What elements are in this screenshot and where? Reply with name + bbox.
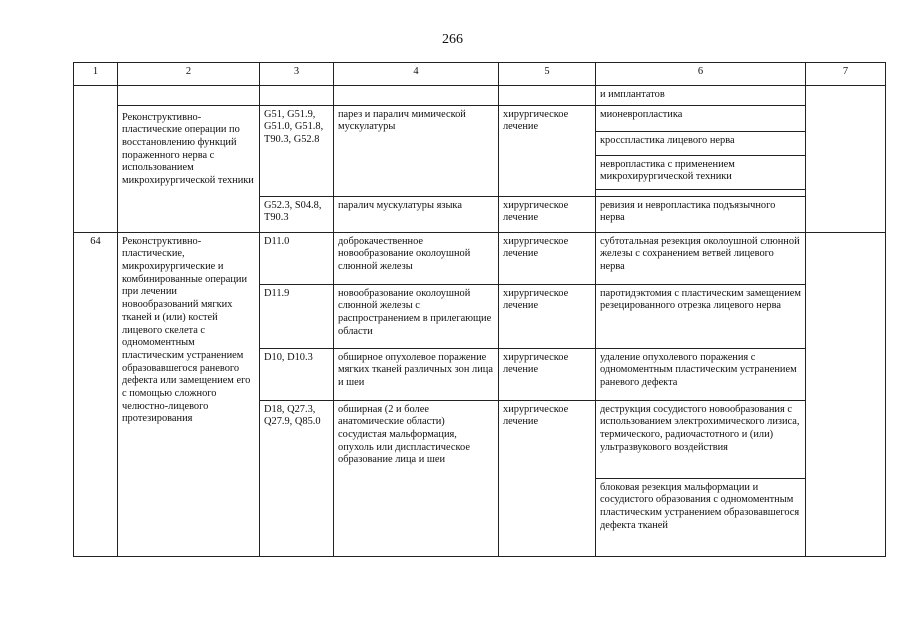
method-cell: блоковая резекция мальформации и сосудистого образования с одномоментным пластическим устранением образовавшегося дефекта тканей — [596, 478, 806, 556]
table-row — [74, 105, 886, 131]
cell-empty — [334, 86, 499, 106]
table-row — [74, 232, 886, 284]
patient-model-cell: обширное опухолевое поражение мягких тканей различных зон лица и шеи — [334, 348, 499, 400]
icd-codes-cell: D10, D10.3 — [260, 348, 334, 400]
method-cell: и имплантатов — [596, 86, 806, 106]
header-cell-6: 6 — [596, 63, 806, 86]
patient-model-cell: паралич мускулатуры языка — [334, 196, 499, 232]
header-cell-3: 3 — [260, 63, 334, 86]
treatment-type-cell: хирургическое лечение — [499, 196, 596, 232]
header-cell-1: 1 — [74, 63, 118, 86]
method-cell: удаление опухолевого поражения с одномоментным пластическим устранением раневого дефекта — [596, 348, 806, 400]
treatment-type-cell: хирургическое лечение — [499, 400, 596, 556]
page-number: 266 — [442, 32, 463, 47]
icd-codes-cell: D11.9 — [260, 284, 334, 348]
method-cell: невропластика с применением микрохирургической техники — [596, 155, 806, 189]
header-cell-2: 2 — [118, 63, 260, 86]
header-cell-7: 7 — [806, 63, 886, 86]
intervention-name-cell: Реконструктивно-пластические операции по восстановлению функций пораженного нерва с использованием микрохирургической техники — [118, 105, 260, 232]
cell-empty — [118, 86, 260, 106]
treatment-type-cell: хирургическое лечение — [499, 105, 596, 196]
header-cell-5: 5 — [499, 63, 596, 86]
header-cell-4: 4 — [334, 63, 499, 86]
treatment-type-cell: хирургическое лечение — [499, 284, 596, 348]
medical-procedures-table — [73, 62, 886, 557]
icd-codes-cell: D18, Q27.3, Q27.9, Q85.0 — [260, 400, 334, 556]
intervention-name-cell: Реконструктивно-пластические, микрохирургические и комбинированные операции при лечении новообразований мягких тканей и (или) костей лицевого скелета с одномоментным пластическим устранением образовавшегося раневого дефекта или замещением его с помощью сложного челюстно-лицевого протезирования — [118, 232, 260, 556]
cell-empty — [499, 86, 596, 106]
row-number-cell — [74, 86, 118, 233]
treatment-type-cell: хирургическое лечение — [499, 348, 596, 400]
patient-model-cell: парез и паралич мимической мускулатуры — [334, 105, 499, 196]
row-number-cell: 64 — [74, 232, 118, 556]
cell-empty — [806, 86, 886, 233]
cell-empty — [596, 189, 806, 196]
cell-empty — [260, 86, 334, 106]
method-cell: деструкция сосудистого новообразования с использованием электрохимического лизиса, термического, радиочастотного и (или) ультразвукового воздействия — [596, 400, 806, 478]
patient-model-cell: доброкачественное новообразование околоушной слюнной железы — [334, 232, 499, 284]
patient-model-cell: обширная (2 и более анатомические области) сосудистая мальформация, опухоль или диспластическое образование лица и шеи — [334, 400, 499, 556]
icd-codes-cell: D11.0 — [260, 232, 334, 284]
icd-codes-cell: G51, G51.9, G51.0, G51.8, T90.3, G52.8 — [260, 105, 334, 196]
method-cell: кросспластика лицевого нерва — [596, 131, 806, 155]
method-cell: ревизия и невропластика подъязычного нерва — [596, 196, 806, 232]
method-cell: паротидэктомия с пластическим замещением резецированного отрезка лицевого нерва — [596, 284, 806, 348]
header-row — [74, 63, 886, 86]
cell-empty — [806, 232, 886, 556]
treatment-type-cell: хирургическое лечение — [499, 232, 596, 284]
patient-model-cell: новообразование околоушной слюнной железы с распространением в прилегающие области — [334, 284, 499, 348]
table-row — [74, 86, 886, 106]
method-cell: субтотальная резекция околоушной слюнной железы с сохранением ветвей лицевого нерва — [596, 232, 806, 284]
icd-codes-cell: G52.3, S04.8, T90.3 — [260, 196, 334, 232]
method-cell: мионевропластика — [596, 105, 806, 131]
